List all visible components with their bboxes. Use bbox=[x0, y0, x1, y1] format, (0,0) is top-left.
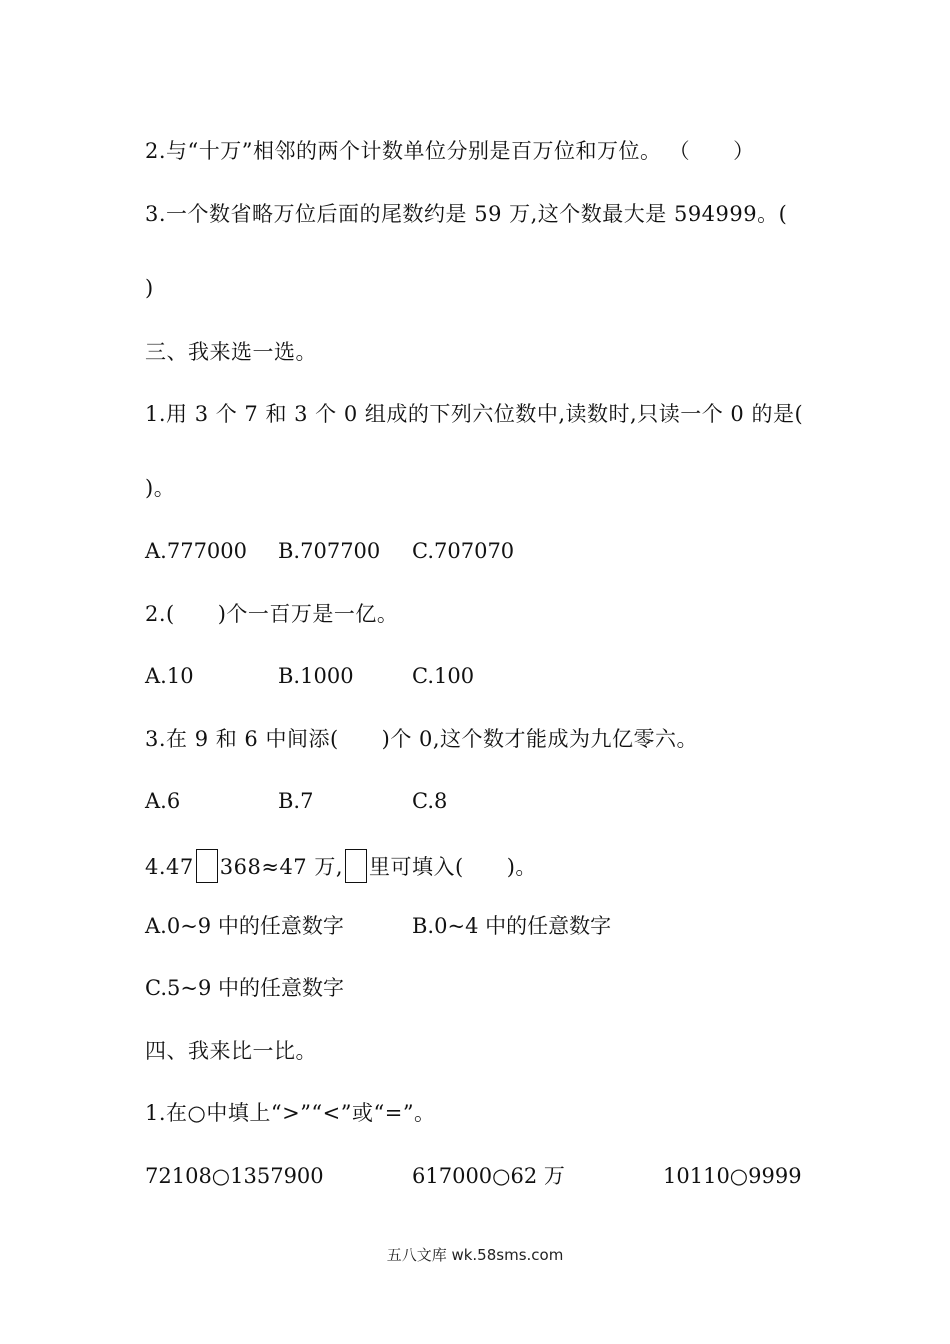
blank-box bbox=[345, 849, 367, 883]
option-3-1-c: C.707070 bbox=[412, 539, 515, 563]
option-3-4-a: A.0~9 中的任意数字 bbox=[145, 914, 344, 938]
option-3-3-a: A.6 bbox=[145, 789, 181, 813]
question-2-2: 2.与“十万”相邻的两个计数单位分别是百万位和万位。 （ ） bbox=[145, 139, 755, 163]
section-4-title: 四、我来比一比。 bbox=[145, 1039, 317, 1063]
question-3-3: 3.在 9 和 6 中间添( )个 0,这个数才能成为九亿零六。 bbox=[145, 727, 699, 751]
question-3-4-prefix: 4.47 bbox=[145, 855, 194, 879]
comparison-1: 72108○1357900 bbox=[145, 1164, 324, 1188]
question-3-2: 2.( )个一百万是一亿。 bbox=[145, 602, 399, 626]
option-3-1-b: B.707700 bbox=[278, 539, 381, 563]
footer-watermark: 五八文库 wk.58sms.com bbox=[386, 1246, 564, 1264]
section-3-title: 三、我来选一选。 bbox=[145, 340, 317, 364]
question-3-4-suffix: 里可填入( )。 bbox=[369, 855, 537, 879]
question-3-1: 1.用 3 个 7 和 3 个 0 组成的下列六位数中,读数时,只读一个 0 的是( bbox=[145, 402, 804, 426]
option-3-2-a: A.10 bbox=[145, 664, 194, 688]
question-2-3: 3.一个数省略万位后面的尾数约是 59 万,这个数最大是 594999。( bbox=[145, 202, 788, 226]
option-3-4-b: B.0~4 中的任意数字 bbox=[412, 914, 612, 938]
blank-box bbox=[196, 849, 218, 883]
option-3-3-c: C.8 bbox=[412, 789, 448, 813]
question-4-1: 1.在○中填上“>”“<”或“=”。 bbox=[145, 1101, 436, 1125]
question-2-3-continued: ) bbox=[145, 276, 154, 300]
question-3-4 bbox=[145, 849, 537, 883]
question-3-4-middle: 368≈47 万, bbox=[219, 855, 344, 879]
option-3-2-c: C.100 bbox=[412, 664, 475, 688]
comparison-2: 617000○62 万 bbox=[412, 1164, 565, 1188]
option-3-1-a: A.777000 bbox=[145, 539, 248, 563]
option-3-4-c: C.5~9 中的任意数字 bbox=[145, 976, 344, 1000]
option-3-3-b: B.7 bbox=[278, 789, 314, 813]
comparison-3: 10110○9999 bbox=[663, 1164, 802, 1188]
option-3-2-b: B.1000 bbox=[278, 664, 354, 688]
question-3-1-continued: )。 bbox=[145, 476, 176, 500]
